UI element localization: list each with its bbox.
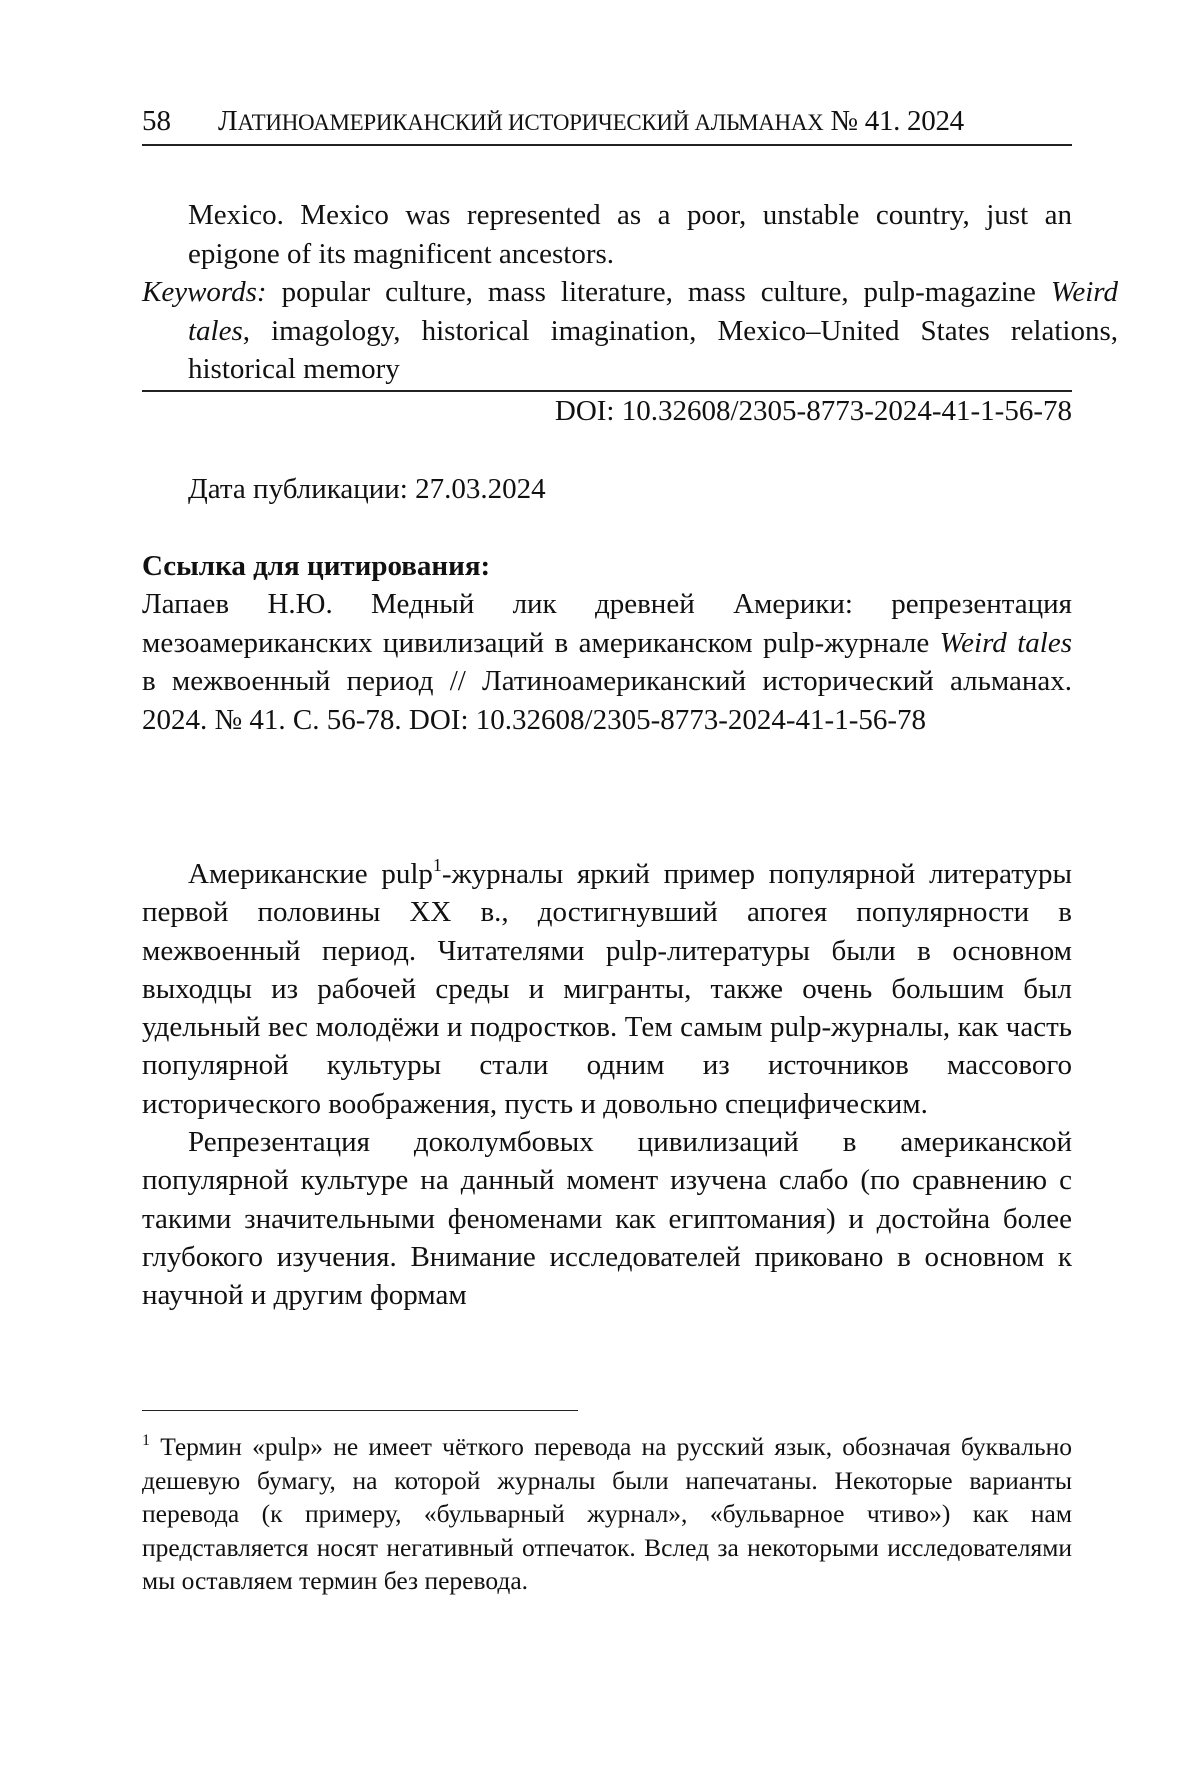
publication-date: Дата публикации: 27.03.2024 bbox=[188, 473, 546, 505]
keywords-journal-name: Weird tales bbox=[188, 276, 1119, 347]
body-paragraph-1-rest: -журналы яркий пример популярной литературы первой половины XX в., достигнувший апогея популярности в межвоенный период. Читателями pulp-литературы были в основном выходцы из рабочей среды и мигранты, также очень большим был удельный вес молодёжи и подростков. Тем самым pulp-журналы, как часть популярной культуры стали одним из источников массового исторического воображения, пусть и довольно специфическим. bbox=[142, 858, 1073, 1120]
footnote-reference[interactable]: 1 bbox=[432, 855, 442, 875]
running-header bbox=[142, 102, 1072, 146]
citation-heading: Ссылка для цитирования: bbox=[142, 550, 491, 582]
footnote-text: Термин «pulp» не имеет чёткого перевода на русский язык, обозначая буквально дешевую бумагу, на которой журналы были напечатаны. Некоторые варианты перевода (к примеру, «бульварный журнал», «бульварное чтиво») как нам представляется носят негативный отпечаток. Вслед за некоторыми исследователями мы оставляем термин без перевода. bbox=[142, 1432, 1073, 1596]
keywords-label: Keywords: bbox=[142, 276, 267, 308]
keywords-text-1: popular culture, mass literature, mass culture, pulp-magazine bbox=[281, 276, 1036, 308]
body-paragraph-2: Репрезентация доколумбовых цивилизаций в американской популярной культуре на данный момент изучена слабо (по сравнению с такими значительными феноменами как египтомания) и достойна более глубокого изучения. Внимание исследователей приковано в основном к научной и другим формам bbox=[142, 1126, 1072, 1312]
journal-title bbox=[218, 102, 1072, 142]
abstract-tail: Mexico. Mexico was represented as a poor, unstable country, just an epigone of its magnificent ancestors. bbox=[188, 199, 1072, 270]
keywords bbox=[142, 273, 1118, 389]
citation-text-2: в межвоенный период // Латиноамериканский исторический альманах. 2024. № 41. С. 56-78. DOI: 10.32608/2305-8773-2024-41-1-56-78 bbox=[142, 665, 1072, 736]
keywords-text-2: , imagology, historical imagination, Mexico–United States relations, historical memory bbox=[188, 314, 1118, 385]
page-number: 58 bbox=[142, 105, 171, 137]
doi: DOI: 10.32608/2305-8773-2024-41-1-56-78 bbox=[554, 395, 1072, 427]
citation-text bbox=[142, 585, 1072, 739]
citation-journal-name: Weird tales bbox=[939, 626, 1073, 659]
article-body bbox=[142, 855, 1072, 1315]
journal-issue: № 41. 2024 bbox=[830, 105, 964, 137]
body-paragraph-1-start: Американские pulp bbox=[188, 858, 433, 890]
footnote bbox=[142, 1430, 1072, 1598]
body-paragraph-1 bbox=[142, 855, 1072, 1123]
footnote-rule bbox=[142, 1410, 578, 1411]
citation-text-1: Лапаев Н.Ю. Медный лик древней Америки: репрезентация мезоамериканских цивилизаций в американском pulp-журнале bbox=[142, 588, 1072, 659]
journal-title-initial: Л bbox=[218, 105, 238, 137]
journal-title-rest: АТИНОАМЕРИКАНСКИЙ ИСТОРИЧЕСКИЙ АЛЬМАНАХ bbox=[237, 110, 824, 135]
footnote-mark: 1 bbox=[142, 1432, 150, 1449]
